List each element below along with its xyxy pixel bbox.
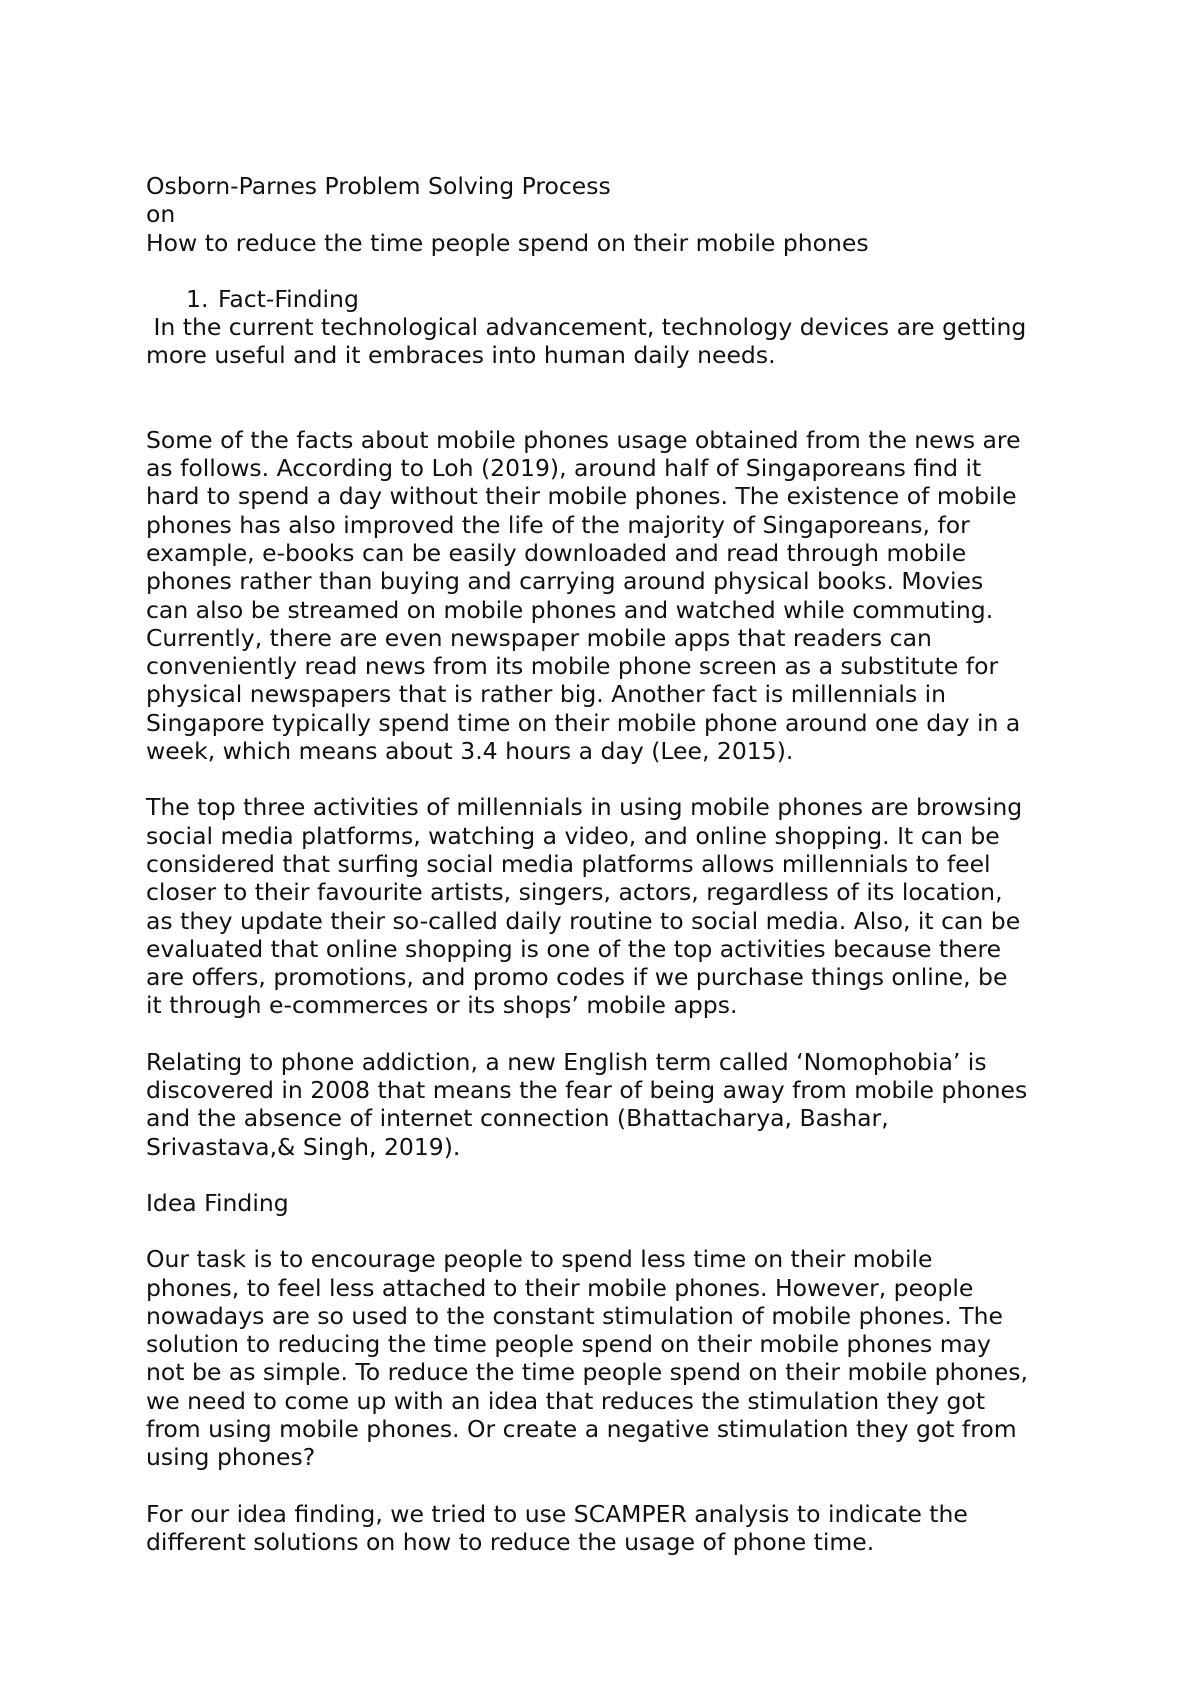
- spacer: [146, 1472, 1076, 1500]
- document-body: [146, 172, 1076, 1556]
- list-number: 1.: [186, 284, 209, 313]
- text-line: evaluated that online shopping is one of the top activities because there: [146, 934, 1002, 963]
- paragraph-facts: [146, 426, 1076, 766]
- text-line: Singapore typically spend time on their mobile phone around one day in a: [146, 708, 1021, 737]
- text-line: as they update their so-called daily routine to social media. Also, it can be: [146, 906, 1021, 935]
- text-line: not be as simple. To reduce the time people spend on their mobile phones,: [146, 1358, 1028, 1387]
- text-line: as follows. According to Loh (2019), around half of Singaporeans find it: [146, 454, 982, 483]
- text-line: week, which means about 3.4 hours a day (Lee, 2015).: [146, 737, 794, 766]
- document-title: Osborn-Parnes Problem Solving Process: [146, 172, 611, 200]
- section-heading-fact-finding: [186, 285, 1076, 313]
- spacer: [146, 1020, 1076, 1048]
- paragraph-task: [146, 1245, 1076, 1471]
- paragraph-nomophobia: [146, 1048, 1076, 1161]
- text-line: considered that surfing social media platforms allows millennials to feel: [146, 849, 991, 878]
- text-line: conveniently read news from its mobile phone screen as a substitute for: [146, 652, 999, 681]
- text-line: physical newspapers that is rather big. Another fact is millennials in: [146, 680, 947, 709]
- text-line: from using mobile phones. Or create a negative stimulation they got from: [146, 1414, 1017, 1443]
- text-line: hard to spend a day without their mobile phones. The existence of mobile: [146, 482, 1017, 511]
- paragraph-activities: [146, 793, 1076, 1019]
- intro-line: more useful and it embraces into human daily needs.: [146, 341, 776, 370]
- text-line: social media platforms, watching a video, and online shopping. It can be: [146, 821, 1000, 850]
- text-line: it through e-commerces or its shops’ mobile apps.: [146, 991, 738, 1020]
- text-line: For our idea finding, we tried to use SCAMPER analysis to indicate the: [146, 1499, 968, 1528]
- spacer: [146, 370, 1076, 426]
- text-line: we need to come up with an idea that reduces the stimulation they got: [146, 1386, 986, 1415]
- spacer: [146, 1161, 1076, 1189]
- document-subtitle: How to reduce the time people spend on their mobile phones: [146, 228, 869, 257]
- text-line: Our task is to encourage people to spend less time on their mobile: [146, 1245, 933, 1274]
- text-line: phones has also improved the life of the majority of Singaporeans, for: [146, 510, 970, 539]
- intro-line: In the current technological advancement, technology devices are getting: [146, 313, 1027, 342]
- section-heading-idea-finding: Idea Finding: [146, 1188, 289, 1217]
- text-line: closer to their favourite artists, singers, actors, regardless of its location,: [146, 878, 1003, 907]
- spacer: [146, 1217, 1076, 1245]
- text-line: The top three activities of millennials in using mobile phones are browsing: [146, 793, 1023, 822]
- paragraph-scamper: [146, 1500, 1076, 1557]
- section-heading-text: Fact-Finding: [218, 284, 359, 313]
- text-line: can also be streamed on mobile phones and watched while commuting.: [146, 595, 994, 624]
- title-connector: on: [146, 200, 176, 229]
- text-line: discovered in 2008 that means the fear of being away from mobile phones: [146, 1076, 1028, 1105]
- text-line: nowadays are so used to the constant stimulation of mobile phones. The: [146, 1301, 1004, 1330]
- spacer: [146, 257, 1076, 285]
- text-line: using phones?: [146, 1443, 316, 1472]
- text-line: phones rather than buying and carrying around physical books. Movies: [146, 567, 984, 596]
- text-line: solution to reducing the time people spend on their mobile phones may: [146, 1330, 991, 1359]
- text-line: are offers, promotions, and promo codes if we purchase things online, be: [146, 963, 1008, 992]
- text-line: phones, to feel less attached to their mobile phones. However, people: [146, 1273, 974, 1302]
- text-line: Currently, there are even newspaper mobile apps that readers can: [146, 623, 932, 652]
- text-line: example, e-books can be easily downloaded and read through mobile: [146, 538, 967, 567]
- text-line: different solutions on how to reduce the usage of phone time.: [146, 1527, 875, 1556]
- text-line: Some of the facts about mobile phones usage obtained from the news are: [146, 425, 1021, 454]
- text-line: and the absence of internet connection (Bhattacharya, Bashar,: [146, 1104, 889, 1133]
- spacer: [146, 765, 1076, 793]
- text-line: Relating to phone addiction, a new English term called ‘Nomophobia’ is: [146, 1047, 987, 1076]
- text-line: Srivastava,& Singh, 2019).: [146, 1132, 461, 1161]
